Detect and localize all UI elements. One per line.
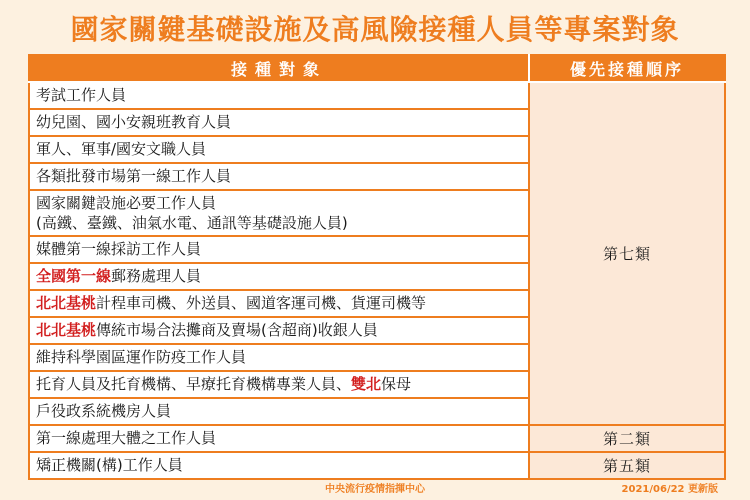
table-header-row bbox=[29, 55, 725, 82]
recipient-text bbox=[36, 293, 522, 314]
recipient-segment: 傳統市場合法攤商及賣場(含超商)收銀人員 bbox=[96, 321, 378, 339]
recipient-cell bbox=[29, 109, 529, 136]
recipient-segment: 第一線處理大體之工作人員 bbox=[36, 429, 217, 447]
recipient-cell bbox=[29, 344, 529, 371]
table-body bbox=[29, 82, 725, 479]
recipient-text bbox=[36, 374, 522, 395]
recipient-segment: 各類批發市場第一線工作人員 bbox=[36, 167, 232, 185]
header-recipients: 接種對象 bbox=[29, 55, 529, 82]
recipient-segment: 矯正機關(構)工作人員 bbox=[36, 456, 183, 474]
recipient-segment: 戶役政系統機房人員 bbox=[36, 402, 172, 420]
priority-table bbox=[28, 54, 726, 480]
table-row bbox=[29, 425, 725, 452]
recipient-cell bbox=[29, 398, 529, 425]
recipient-cell bbox=[29, 82, 529, 109]
recipient-cell bbox=[29, 163, 529, 190]
highlight-text: 全國第一線 bbox=[36, 267, 112, 285]
recipient-cell bbox=[29, 452, 529, 479]
recipient-text bbox=[36, 166, 522, 187]
priority-category-cell: 第七類 bbox=[529, 82, 725, 425]
recipient-text bbox=[36, 193, 522, 213]
recipient-text bbox=[36, 347, 522, 368]
recipient-cell bbox=[29, 236, 529, 263]
recipient-detail: (高鐵、臺鐵、油氣水電、通訊等基礎設施人員) bbox=[36, 214, 348, 232]
priority-category-cell: 第五類 bbox=[529, 452, 725, 479]
table-row bbox=[29, 82, 725, 109]
highlight-text: 北北基桃 bbox=[36, 321, 97, 339]
recipient-text bbox=[36, 320, 522, 341]
recipient-text bbox=[36, 266, 522, 287]
recipient-cell bbox=[29, 371, 529, 398]
recipient-text bbox=[36, 112, 522, 133]
recipient-segment: 考試工作人員 bbox=[36, 86, 127, 104]
recipient-cell bbox=[29, 263, 529, 290]
footer-version: 2021/06/22 更新版 bbox=[621, 484, 718, 495]
recipient-text bbox=[36, 85, 522, 106]
footer-organization: 中央流行疫情指揮中心 bbox=[325, 484, 425, 495]
recipient-segment: 軍人、軍事/國安文職人員 bbox=[36, 140, 207, 158]
recipient-segment: 幼兒園、國小安親班教育人員 bbox=[36, 113, 232, 131]
recipient-segment: 計程車司機、外送員、國道客運司機、貨運司機等 bbox=[96, 294, 427, 312]
recipient-segment: 郵務處理人員 bbox=[111, 267, 202, 285]
recipient-text bbox=[36, 401, 522, 422]
recipient-segment: 托育人員及托育機構、早療托育機構專業人員、 bbox=[36, 375, 352, 393]
recipient-text bbox=[36, 139, 522, 160]
recipient-text bbox=[36, 239, 522, 260]
header-priority: 優先接種順序 bbox=[529, 55, 725, 82]
recipient-cell bbox=[29, 317, 529, 344]
recipient-text bbox=[36, 455, 522, 476]
highlight-text: 雙北 bbox=[351, 375, 382, 393]
table-row bbox=[29, 452, 725, 479]
highlight-text: 北北基桃 bbox=[36, 294, 97, 312]
recipient-cell bbox=[29, 425, 529, 452]
recipient-cell bbox=[29, 136, 529, 163]
recipient-segment: 維持科學園區運作防疫工作人員 bbox=[36, 348, 247, 366]
recipient-cell bbox=[29, 290, 529, 317]
recipient-segment: 國家關鍵設施必要工作人員 bbox=[36, 194, 217, 212]
recipient-segment: 保母 bbox=[381, 375, 412, 393]
recipient-text bbox=[36, 428, 522, 449]
priority-category-cell: 第二類 bbox=[529, 425, 725, 452]
recipient-cell bbox=[29, 190, 529, 236]
recipient-segment: 媒體第一線採訪工作人員 bbox=[36, 240, 202, 258]
page-title: 國家關鍵基礎設施及高風險接種人員等專案對象 bbox=[70, 13, 680, 46]
